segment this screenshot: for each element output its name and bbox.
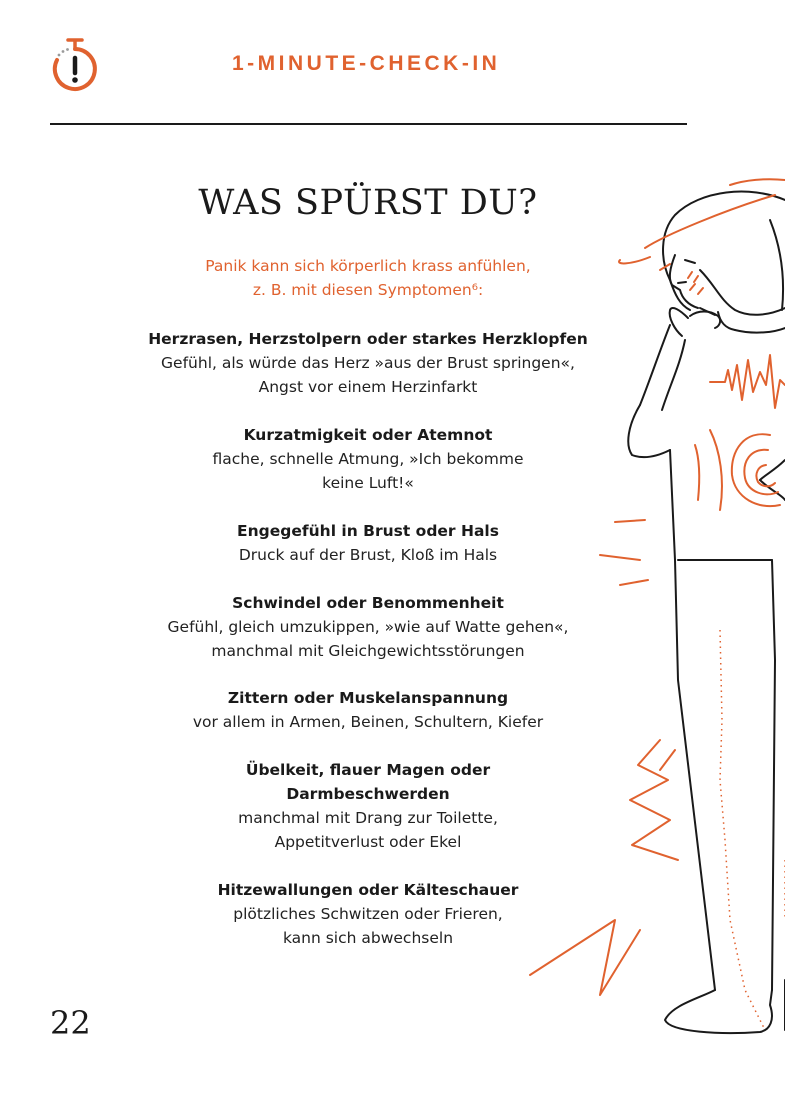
stopwatch-exclamation-icon (50, 36, 100, 96)
symptom-detail: Gefühl, als würde das Herz »aus der Brust springen«, (161, 354, 575, 372)
person-with-panic-symptoms-illustration (520, 160, 785, 1050)
symptom-heading: Engegefühl in Brust oder Hals (237, 522, 499, 540)
page-title: WAS SPÜRST DU? (198, 183, 538, 224)
symptom-heading: Übelkeit, flauer Magen oder (245, 761, 491, 779)
intro-line: Panik kann sich körperlich krass anfühlen, (205, 257, 531, 275)
symptom-detail: manchmal mit Drang zur Toilette, (238, 809, 498, 827)
symptom-detail: manchmal mit Gleichgewichtsstörungen (211, 642, 525, 660)
symptom-heading: Darmbeschwerden (286, 785, 450, 803)
symptom-detail: vor allem in Armen, Beinen, Schultern, Kiefer (192, 713, 544, 731)
symptom-detail: kann sich abwechseln (282, 929, 454, 947)
symptom-detail: Angst vor einem Herzinfarkt (258, 378, 478, 396)
divider (50, 123, 687, 125)
symptom-heading: Hitzewallungen oder Kälteschauer (217, 881, 519, 899)
symptom-detail: plötzliches Schwitzen oder Frieren, (233, 905, 503, 923)
symptom-detail: Appetitverlust oder Ekel (274, 833, 462, 851)
intro-line: z. B. mit diesen Symptomen⁶: (252, 281, 484, 299)
section-label: 1-MINUTE-CHECK-IN (232, 52, 501, 75)
symptom-detail: flache, schnelle Atmung, »Ich bekomme (212, 450, 524, 468)
symptom-heading: Schwindel oder Benommenheit (232, 594, 504, 612)
symptom-detail: keine Luft!« (322, 474, 414, 492)
page-number: 22 (50, 1004, 91, 1042)
symptom-detail: Druck auf der Brust, Kloß im Hals (238, 546, 498, 564)
symptom-detail: Gefühl, gleich umzukippen, »wie auf Watte gehen«, (167, 618, 569, 636)
symptom-heading: Zittern oder Muskelanspannung (227, 689, 509, 707)
symptom-heading: Herzrasen, Herzstolpern oder starkes Herzklopfen (148, 330, 588, 348)
symptom-heading: Kurzatmigkeit oder Atemnot (243, 426, 493, 444)
